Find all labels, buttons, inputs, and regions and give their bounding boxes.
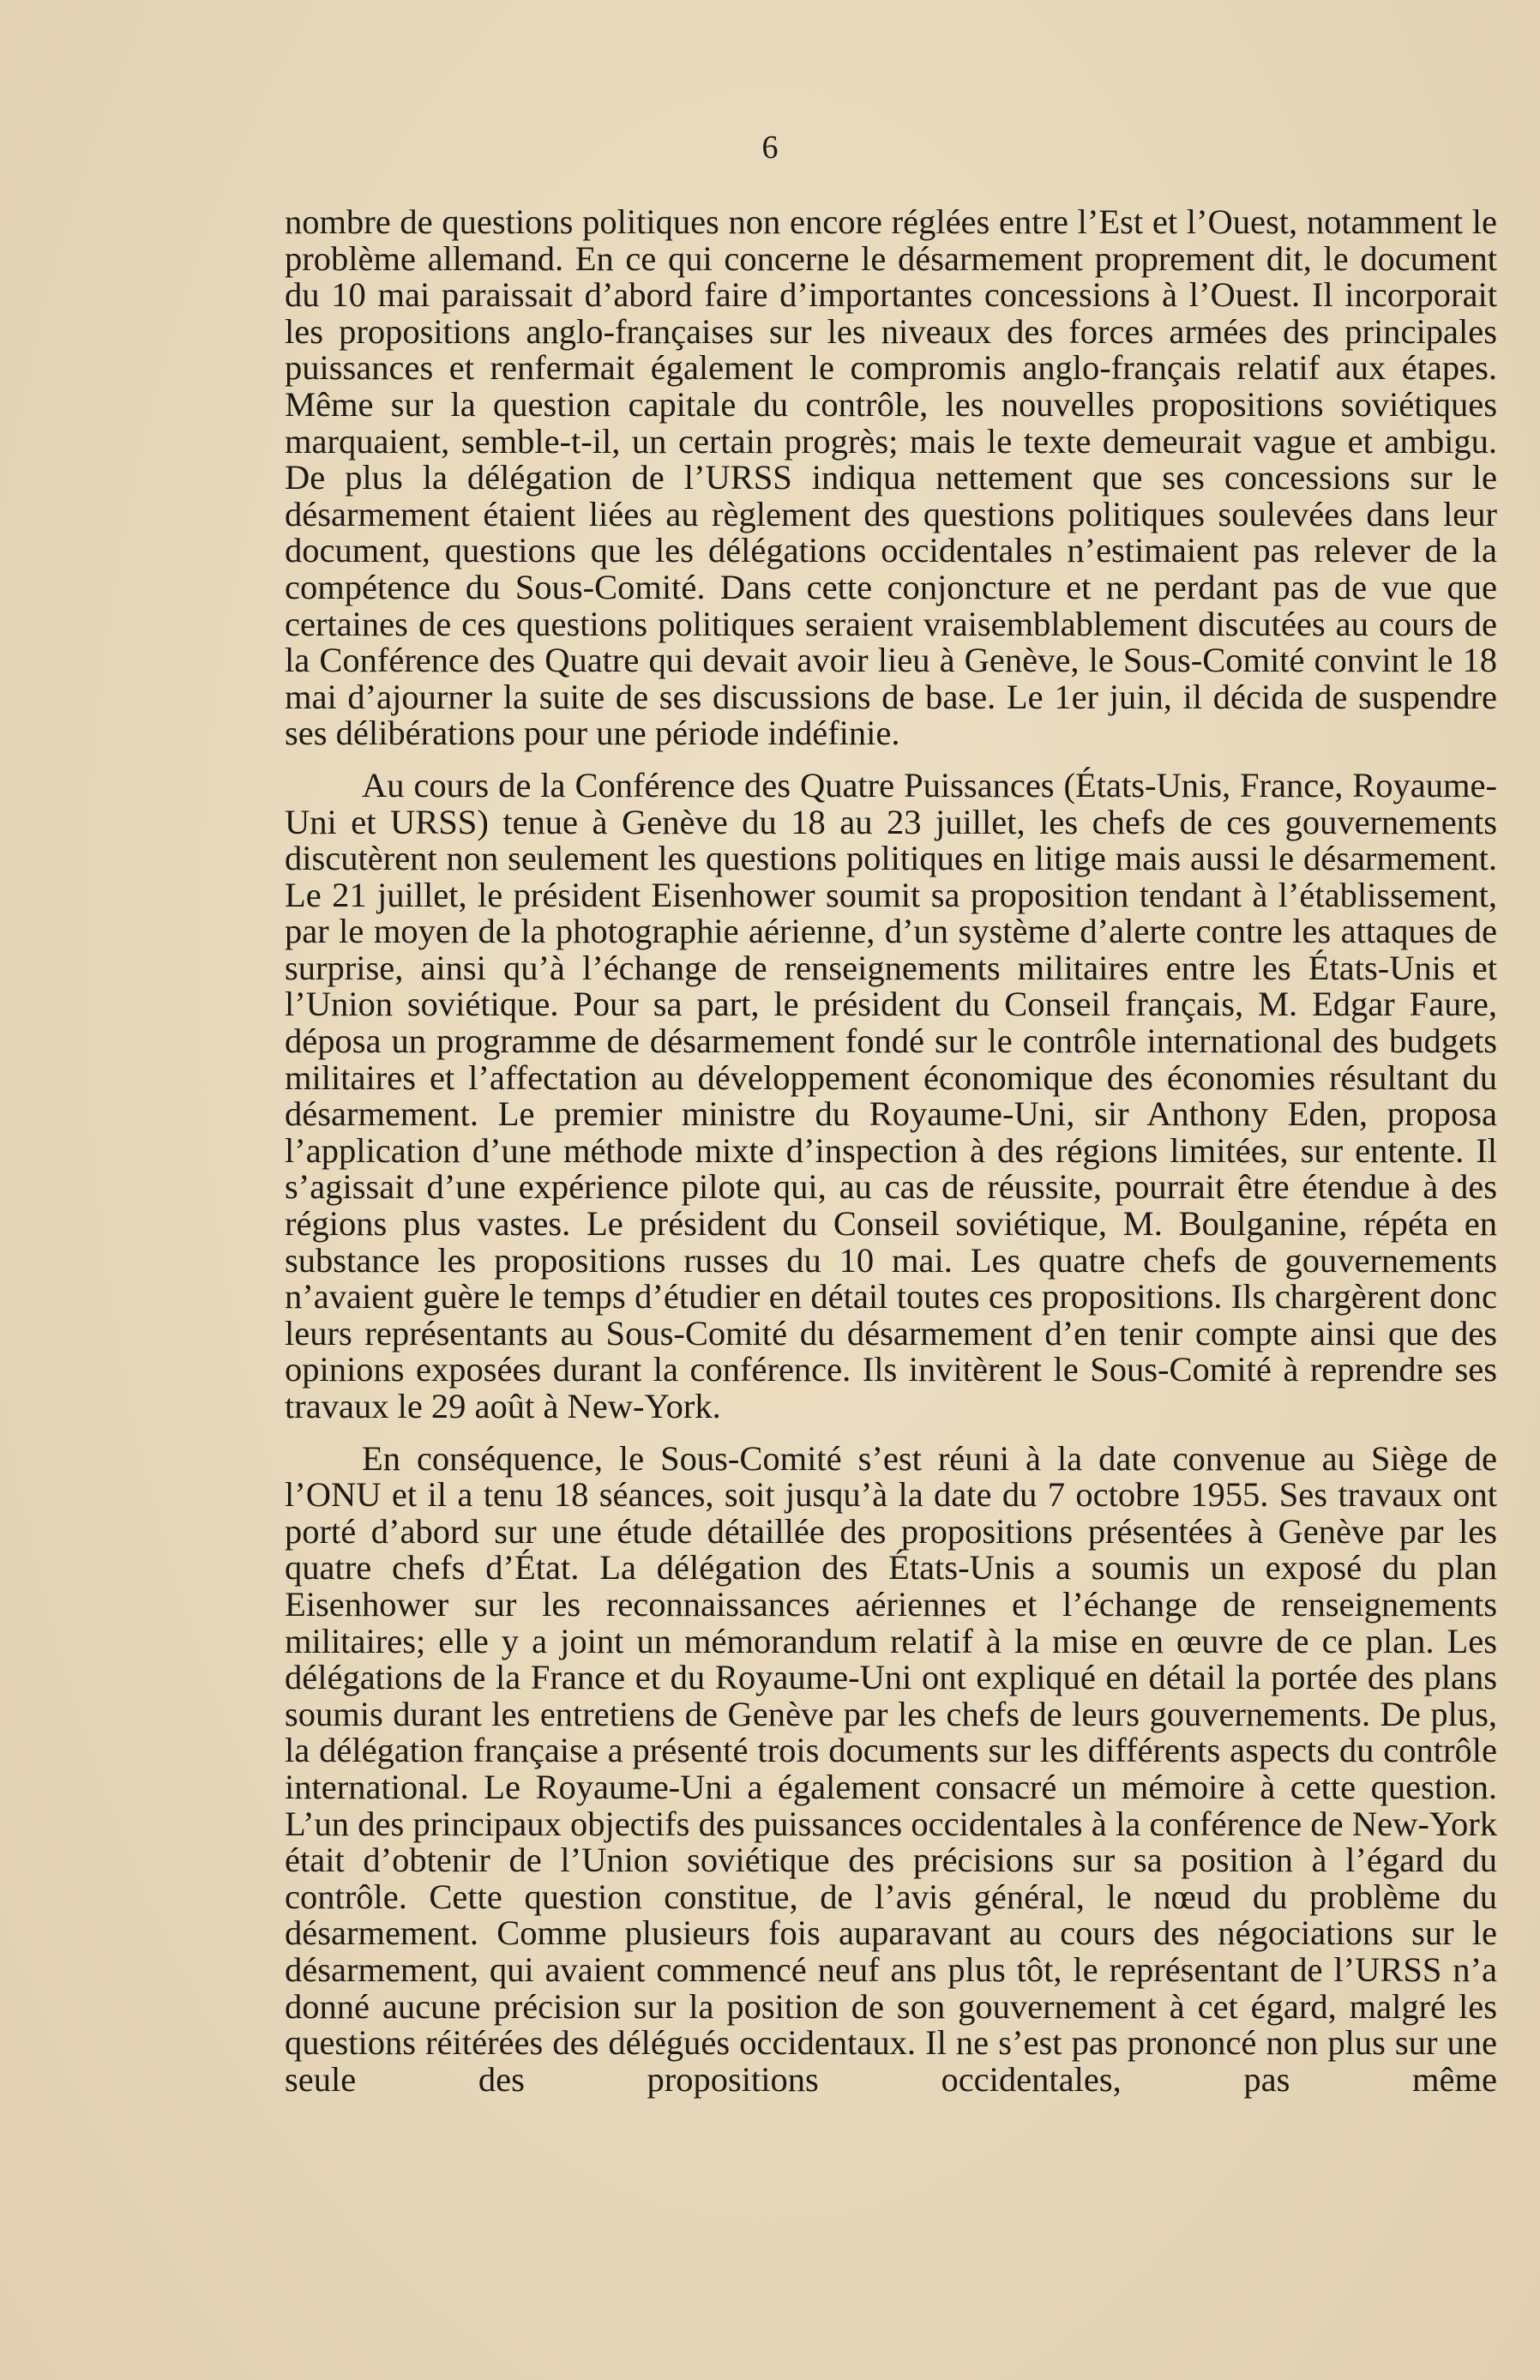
page-number: 6 (761, 130, 779, 166)
paragraph-2: Au cours de la Conférence des Quatre Puissances (États-Unis, France, Royaume-Uni et URSS) tenue à Genève du 18 au 23 juillet, les chefs de ces gouvernements discutèrent non seulement les questions politiques en litige mais aussi le désarmement. Le 21 juillet, le président Eisenhower soumit sa proposition tendant à l’établissement, par le moyen de la photographie aérienne, d’un système d’alerte contre les attaques de surprise, ainsi qu’à l’échange de renseignements militaires entre les États-Unis et l’Union soviétique. Pour sa part, le président du Conseil français, M. Edgar Faure, déposa un programme de désarmement fondé sur le contrôle international des budgets militaires et l’affectation au développement économique des économies résultant du désarmement. Le premier ministre du Royaume-Uni, sir Anthony Eden, proposa l’application d’une méthode mixte d’inspection à des régions limitées, sur entente. Il s’agissait d’une expérience pilote qui, au cas de réussite, pourrait être étendue à des régions plus vastes. Le président du Conseil soviétique, M. Boulganine, répéta en substance les propositions russes du 10 mai. Les quatre chefs de gouvernements n’avaient guère le temps d’étudier en détail toutes ces propositions. Ils chargèrent donc leurs représentants au Sous-Comité du désarmement d’en tenir compte ainsi que des opinions exposées durant la conférence. Ils invitèrent le Sous-Comité à reprendre ses travaux le 29 août à New-York. (285, 765, 1497, 1425)
paragraph-1: nombre de questions politiques non encore réglées entre l’Est et l’Ouest, notamment le problème allemand. En ce qui concerne le désarmement proprement dit, le document du 10 mai paraissait d’abord faire d’importantes concessions à l’Ouest. Il incorporait les propositions anglo-françaises sur les niveaux des forces armées des principales puissances et renfermait également le compromis anglo-français relatif aux étapes. Même sur la question capitale du contrôle, les nouvelles propositions soviétiques marquaient, semble-t-il, un certain progrès; mais le texte demeurait vague et ambigu. De plus la délégation de l’URSS indiqua nettement que ses concessions sur le désarmement étaient liées au règlement des questions politiques soulevées dans leur document, questions que les délégations occidentales n’estimaient pas relever de la compétence du Sous-Comité. Dans cette conjoncture et ne perdant pas de vue que certaines de ces questions politiques seraient vraisemblablement discutées au cours de la Conférence des Quatre qui devait avoir lieu à Genève, le Sous-Comité convint le 18 mai d’ajourner la suite de ses discussions de base. Le 1er juin, il décida de suspendre ses délibérations pour une période indéfinie. (285, 202, 1497, 753)
body-text (285, 204, 1497, 2098)
paragraph-3: En conséquence, le Sous-Comité s’est réuni à la date convenue au Siège de l’ONU et il a tenu 18 séances, soit jusqu’à la date du 7 octobre 1955. Ses travaux ont porté d’abord sur une étude détaillée des propositions présentées à Genève par les quatre chefs d’État. La délégation des États-Unis a soumis un exposé du plan Eisenhower sur les reconnaissances aériennes et l’échange de renseignements militaires; elle y a joint un mémorandum relatif à la mise en œuvre de ce plan. Les délégations de la France et du Royaume-Uni ont expliqué en détail la portée des plans soumis durant les entretiens de Genève par les chefs de leurs gouvernements. De plus, la délégation française a présenté trois documents sur les différents aspects du contrôle international. Le Royaume-Uni a également consacré un mémoire à cette question. L’un des principaux objectifs des puissances occidentales à la conférence de New-York était d’obtenir de l’Union soviétique des précisions sur sa position à l’égard du contrôle. Cette question constitue, de l’avis général, le nœud du problème du désarmement. Comme plusieurs fois auparavant au cours des négociations sur le désarmement, qui avaient commencé neuf ans plus tôt, le représentant de l’URSS n’a donné aucune précision sur la position de son gouvernement à cet égard, malgré les questions réitérées des délégués occidentaux. Il ne s’est pas prononcé non plus sur une seule des propositions occidentales, pas même (285, 1438, 1497, 2099)
